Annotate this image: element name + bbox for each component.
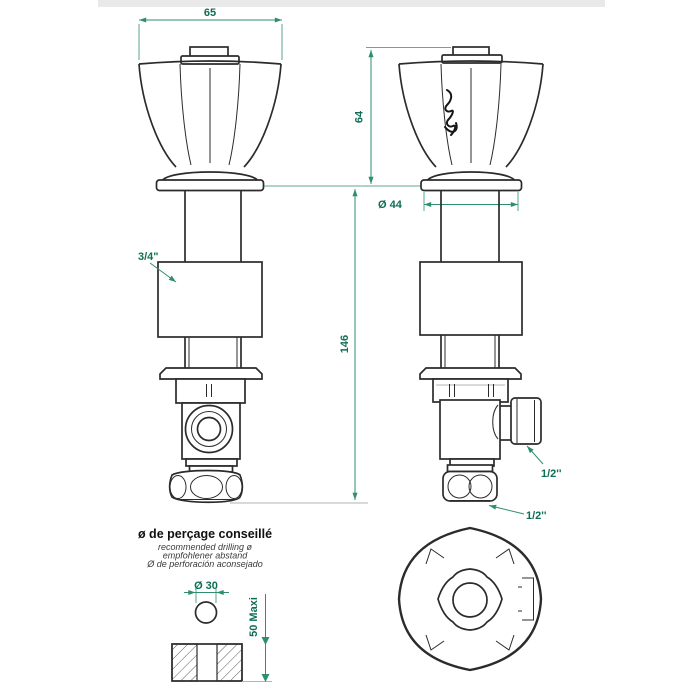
front-width-dim-text: 65 — [203, 7, 217, 19]
top-edge-artifact — [98, 0, 605, 7]
side-inlet-thread-block — [420, 262, 522, 335]
handle-height-dim-text: 64 — [353, 110, 366, 124]
side-handle-base-flange — [421, 180, 522, 191]
drilling-note-en: recommended drilling ø — [157, 542, 253, 552]
drilling-note-title: ø de perçage conseillé — [137, 527, 273, 541]
drilling-note-es: Ø de perforación aconsejado — [147, 559, 263, 569]
front-inlet-thread-text: 3/4" — [138, 251, 159, 263]
side-outlet-label-text: 1/2'' — [541, 468, 562, 480]
front-height-dim-text: 146 — [339, 334, 351, 354]
bottom-outlet-label-text: 1/2'' — [526, 510, 547, 522]
side-bonnet — [433, 379, 508, 402]
deck-max-dim-text: 50 Maxi — [248, 597, 260, 637]
base-dia-dim-text: Ø 44 — [378, 199, 402, 211]
side-compression-nut — [443, 472, 497, 502]
side-valve-body — [440, 400, 500, 459]
front-handle-base-flange — [157, 180, 264, 191]
hole-dia-dim-text: Ø 30 — [194, 580, 218, 592]
side-outlet-cap — [511, 398, 541, 444]
front-escutcheon-flange — [160, 368, 262, 379]
front-bonnet — [176, 379, 245, 403]
side-escutcheon-flange — [420, 368, 521, 379]
drilling-note-de: empfohlener abstand — [162, 550, 248, 561]
